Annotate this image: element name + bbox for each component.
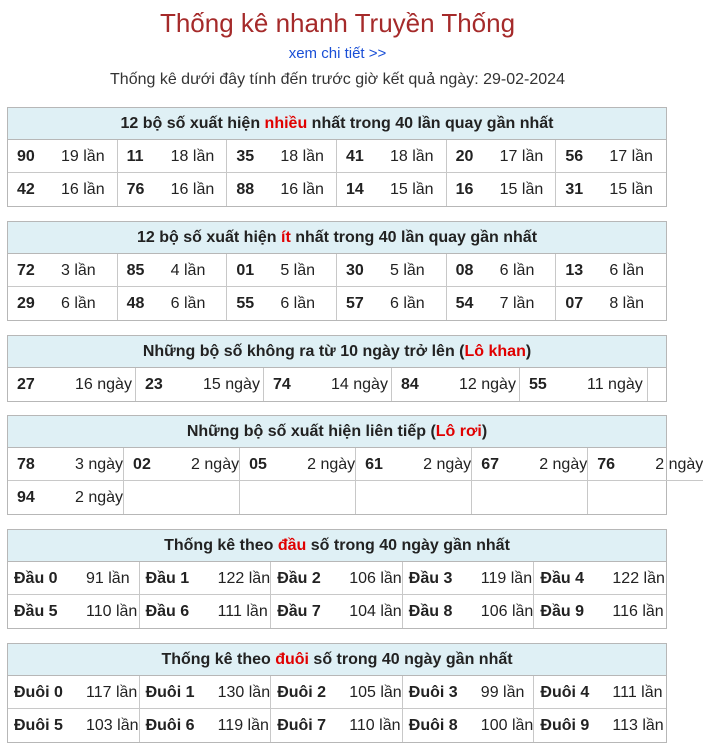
stat-count: 16 lần: [280, 181, 324, 198]
stat-key: Đuôi 9: [540, 717, 590, 734]
stat-count: 6 lần: [280, 295, 316, 312]
stat-count: 16 lần: [170, 181, 215, 198]
stat-key: Đuôi 2: [277, 684, 327, 701]
stat-key: 55: [529, 376, 547, 393]
stat-count: 105 lần: [349, 684, 402, 701]
stat-count: 3 ngày: [75, 456, 124, 473]
stat-cell: [588, 448, 703, 481]
stat-cell: [240, 481, 356, 514]
stat-key: 78: [17, 456, 35, 473]
stat-count: 5 lần: [280, 262, 316, 279]
least-frequent-grid: [8, 254, 666, 320]
stat-cell: [534, 709, 666, 742]
stat-key: 88: [236, 181, 255, 198]
heading-highlight: ít: [281, 229, 291, 246]
stat-key: 14: [345, 181, 364, 198]
stat-cell: [8, 368, 136, 401]
stat-cell: [403, 709, 535, 742]
stat-count: 106 lần: [480, 603, 534, 620]
lo-roi-grid: [8, 448, 703, 514]
heading-highlight: Lô rơi: [435, 423, 482, 440]
stat-key: 23: [145, 376, 163, 393]
stat-key: 20: [455, 148, 474, 165]
stat-key: Đuôi 6: [145, 717, 195, 734]
stat-cell: [588, 481, 703, 514]
dau-grid: [8, 562, 666, 628]
stat-cell: [8, 481, 124, 514]
stat-cell: [447, 140, 557, 173]
stat-key: Đuôi 5: [14, 717, 63, 734]
stat-key: Đuôi 8: [408, 717, 458, 734]
stat-key: 01: [236, 262, 255, 279]
stat-count: 116 lần: [612, 603, 664, 620]
stat-cell: [124, 448, 240, 481]
stat-cell: [8, 562, 140, 595]
stat-key: 11: [126, 148, 144, 165]
stat-cell: [472, 448, 588, 481]
heading-text: Thống kê theo: [161, 651, 276, 668]
stat-key: 72: [17, 262, 35, 279]
stat-count: 18 lần: [389, 148, 434, 165]
stat-cell: [264, 368, 392, 401]
stat-cell: [337, 287, 447, 320]
page-title: Thống kê nhanh Truyền Thống: [159, 8, 516, 38]
heading-highlight: đuôi: [275, 651, 309, 668]
stat-cell: [472, 481, 588, 514]
stat-count: 8 lần: [609, 295, 645, 312]
stat-cell: [8, 676, 140, 709]
stat-cell: [118, 173, 228, 206]
stat-cell: [356, 448, 472, 481]
stat-cell: [8, 595, 140, 628]
stat-cell: [8, 173, 118, 206]
stat-key: 85: [126, 262, 145, 279]
heading-text: ): [525, 343, 532, 360]
stat-count: 2 ngày: [307, 456, 356, 473]
stat-cell: [392, 368, 520, 401]
stat-cell: [8, 448, 124, 481]
stat-cell: [136, 368, 264, 401]
stat-count: 122 lần: [217, 570, 271, 587]
stat-key: 61: [365, 456, 383, 473]
heading-highlight: nhiều: [264, 115, 308, 132]
stat-key: Đuôi 1: [145, 684, 195, 701]
stat-key: Đầu 1: [145, 570, 190, 587]
stat-count: 111 lần: [217, 603, 268, 620]
duoi-section: [7, 643, 667, 743]
stat-count: 111 lần: [612, 684, 663, 701]
stat-count: 18 lần: [170, 148, 215, 165]
stat-key: Đuôi 7: [277, 717, 327, 734]
stat-key: Đầu 6: [145, 603, 190, 620]
stat-cell: [337, 254, 447, 287]
stat-cell: [227, 254, 337, 287]
stat-key: Đuôi 3: [408, 684, 458, 701]
stat-key: Đầu 5: [14, 603, 58, 620]
stat-cell: [648, 368, 668, 401]
stat-cell: [271, 562, 403, 595]
stat-key: 48: [126, 295, 145, 312]
stat-count: 119 lần: [217, 717, 269, 734]
stat-count: 19 lần: [61, 148, 105, 165]
lo-roi-section: [7, 415, 703, 515]
stat-count: 17 lần: [609, 148, 653, 165]
section-heading: [8, 530, 666, 562]
stat-key: 74: [273, 376, 291, 393]
heading-text: 12 bộ số xuất hiện: [120, 115, 265, 132]
stat-cell: [118, 254, 228, 287]
heading-text: 12 bộ số xuất hiện: [136, 229, 281, 246]
stat-key: Đầu 3: [408, 570, 453, 587]
stat-key: 54: [455, 295, 474, 312]
stat-count: 3 lần: [61, 262, 96, 279]
stat-cell: [271, 595, 403, 628]
stat-cell: [534, 595, 666, 628]
stat-key: 30: [345, 262, 364, 279]
stat-count: 91 lần: [86, 570, 130, 587]
stat-key: Đầu 2: [277, 570, 321, 587]
stat-key: 57: [345, 295, 364, 312]
stat-key: 55: [236, 295, 255, 312]
stat-key: 76: [126, 181, 145, 198]
stat-count: 106 lần: [349, 570, 402, 587]
stat-count: 18 lần: [280, 148, 324, 165]
stat-key: 07: [565, 295, 584, 312]
stat-key: 41: [345, 148, 364, 165]
stat-key: 27: [17, 376, 35, 393]
stat-cell: [118, 287, 228, 320]
page-subtitle: Thống kê dưới đây tính đến trước giờ kết quả ngày: 29-02-2024: [110, 71, 565, 88]
section-heading: [8, 222, 666, 254]
stat-cell: [227, 140, 337, 173]
heading-text: Thống kê theo: [164, 537, 278, 554]
stat-count: 110 lần: [86, 603, 138, 620]
stat-cell: [271, 676, 403, 709]
heading-text: Những bộ số không ra từ 10 ngày trở lên (: [142, 343, 465, 360]
stat-key: Đầu 0: [14, 570, 58, 587]
stat-key: 08: [455, 262, 474, 279]
view-details-link[interactable]: xem chi tiết >>: [288, 45, 387, 62]
stat-count: 6 lần: [389, 295, 425, 312]
dau-section: [7, 529, 667, 629]
stat-cell: [240, 448, 356, 481]
heading-text: Những bộ số xuất hiện liên tiếp (: [186, 423, 436, 440]
stat-cell: [8, 254, 118, 287]
stat-key: 13: [565, 262, 584, 279]
stat-cell: [403, 562, 535, 595]
most-frequent-section: [7, 107, 667, 207]
stat-key: Đầu 7: [277, 603, 321, 620]
stat-key: 29: [17, 295, 35, 312]
stat-count: 104 lần: [349, 603, 402, 620]
stat-key: 84: [401, 376, 419, 393]
stat-count: 15 lần: [609, 181, 653, 198]
stat-cell: [447, 254, 557, 287]
stat-key: 76: [597, 456, 616, 473]
stat-cell: [337, 173, 447, 206]
stat-cell: [8, 140, 118, 173]
stat-cell: [118, 140, 228, 173]
stat-cell: [403, 676, 535, 709]
stat-cell: [337, 140, 447, 173]
stat-cell: [447, 173, 557, 206]
stat-key: 16: [455, 181, 474, 198]
stat-key: 05: [249, 456, 267, 473]
heading-text: nhất trong 40 lần quay gần nhất: [290, 229, 538, 246]
stat-count: 122 lần: [612, 570, 665, 587]
section-heading: [8, 108, 666, 140]
stat-cell: [140, 709, 272, 742]
stat-key: Đầu 4: [540, 570, 584, 587]
stat-count: 110 lần: [349, 717, 401, 734]
stat-key: Đầu 9: [540, 603, 584, 620]
stat-count: 2 ngày: [75, 489, 124, 506]
stat-cell: [356, 481, 472, 514]
stat-key: 90: [17, 148, 35, 165]
stat-count: 12 ngày: [459, 376, 516, 393]
stat-count: 99 lần: [480, 684, 525, 701]
stat-cell: [556, 287, 666, 320]
stat-count: 4 lần: [170, 262, 206, 279]
stat-key: 31: [565, 181, 584, 198]
stat-count: 7 lần: [499, 295, 535, 312]
duoi-grid: [8, 676, 666, 742]
stat-cell: [8, 287, 118, 320]
stat-cell: [403, 595, 535, 628]
stat-cell: [556, 254, 666, 287]
heading-highlight: Lô khan: [464, 343, 526, 360]
stat-count: 6 lần: [170, 295, 206, 312]
stat-key: Đầu 8: [408, 603, 453, 620]
stat-cell: [556, 173, 666, 206]
section-heading: [8, 416, 666, 448]
least-frequent-section: [7, 221, 667, 321]
stat-cell: [227, 173, 337, 206]
stat-count: 6 lần: [609, 262, 645, 279]
heading-highlight: đầu: [277, 537, 307, 554]
heading-text: số trong 40 ngày gần nhất: [308, 651, 513, 668]
stat-count: 113 lần: [612, 717, 664, 734]
stat-count: 117 lần: [86, 684, 138, 701]
stat-count: 130 lần: [217, 684, 271, 701]
stat-count: 5 lần: [389, 262, 425, 279]
stat-cell: [271, 709, 403, 742]
most-frequent-grid: [8, 140, 666, 206]
stat-key: 56: [565, 148, 584, 165]
stat-cell: [140, 676, 272, 709]
section-heading: [8, 644, 666, 676]
stat-cell: [124, 481, 240, 514]
stat-count: 6 lần: [61, 295, 96, 312]
stat-key: 02: [133, 456, 151, 473]
stat-key: Đuôi 0: [14, 684, 63, 701]
heading-text: ): [481, 423, 488, 440]
stat-count: 17 lần: [499, 148, 544, 165]
stat-key: Đuôi 4: [540, 684, 590, 701]
stat-cell: [8, 709, 140, 742]
stat-cell: [520, 368, 648, 401]
stat-key: 35: [236, 148, 255, 165]
stat-count: 15 ngày: [203, 376, 260, 393]
stat-count: 16 ngày: [75, 376, 132, 393]
stat-count: 2 ngày: [655, 456, 703, 473]
stat-cell: [534, 562, 666, 595]
stat-cell: [140, 595, 272, 628]
stat-count: 14 ngày: [331, 376, 388, 393]
lo-khan-grid: [8, 368, 666, 401]
stat-count: 15 lần: [499, 181, 544, 198]
stat-count: 15 lần: [389, 181, 434, 198]
stat-count: 103 lần: [86, 717, 139, 734]
lo-khan-section: [7, 335, 667, 402]
stat-count: 6 lần: [499, 262, 535, 279]
stat-count: 16 lần: [61, 181, 105, 198]
stat-cell: [534, 676, 666, 709]
stat-cell: [227, 287, 337, 320]
stat-count: 2 ngày: [423, 456, 472, 473]
heading-text: số trong 40 ngày gần nhất: [306, 537, 510, 554]
stat-key: 67: [481, 456, 499, 473]
stat-cell: [447, 287, 557, 320]
section-heading: [8, 336, 666, 368]
stat-count: 2 ngày: [191, 456, 240, 473]
stat-count: 100 lần: [480, 717, 534, 734]
heading-text: nhất trong 40 lần quay gần nhất: [307, 115, 554, 132]
stat-cell: [556, 140, 666, 173]
stat-key: 94: [17, 489, 35, 506]
stat-cell: [140, 562, 272, 595]
stat-count: 11 ngày: [587, 376, 643, 393]
stat-count: 119 lần: [480, 570, 533, 587]
stat-count: 2 ngày: [539, 456, 588, 473]
stat-key: 42: [17, 181, 35, 198]
